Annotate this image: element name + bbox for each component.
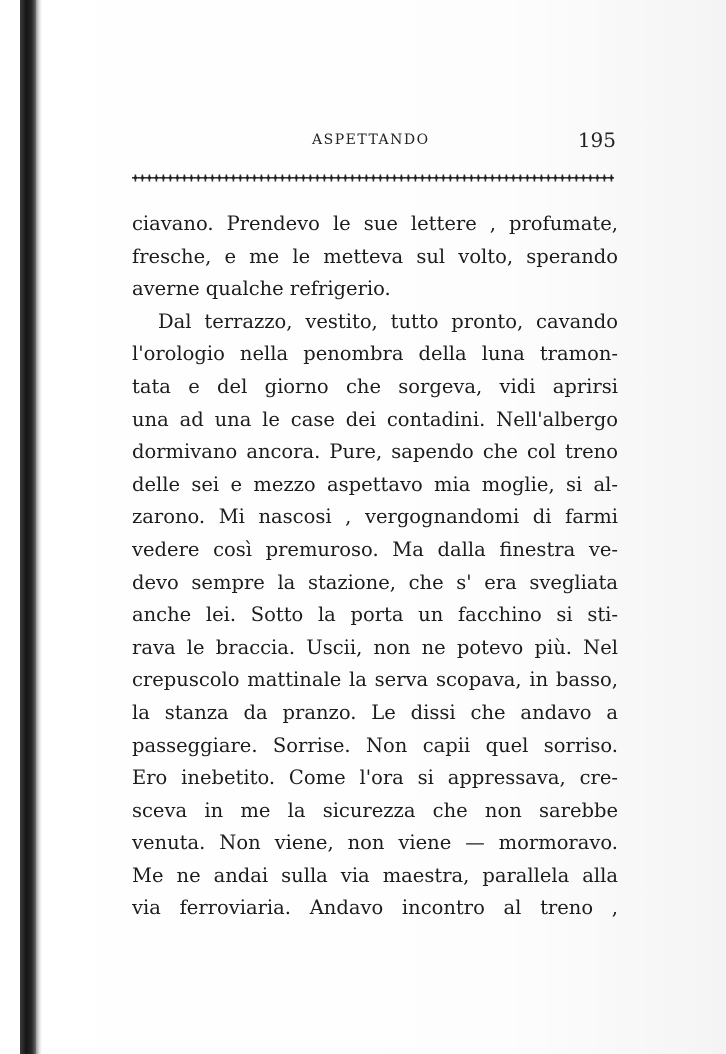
text-line: fresche, e me le metteva sul volto, sperando [132, 244, 618, 268]
text-line: via ferroviaria. Andavo incontro al treno , [132, 896, 618, 920]
ornament-pattern [132, 172, 614, 184]
text-line: vedere così premuroso. Ma dalla finestra ve- [132, 537, 618, 561]
text-line: sceva in me la sicurezza che non sarebbe [132, 798, 618, 822]
text-line: averne qualche refrigerio. [132, 277, 391, 301]
text-line: devo sempre la stazione, che s' era svegliata [132, 570, 618, 594]
text-line: crepuscolo mattinale la serva scopava, in basso, [132, 668, 618, 692]
running-title: ASPETTANDO [312, 132, 430, 148]
running-head [132, 128, 620, 154]
text-line: Dal terrazzo, vestito, tutto pronto, cavando [158, 309, 618, 333]
body-text [132, 208, 618, 925]
text-line: Me ne andai sulla via maestra, parallela alla [132, 863, 618, 887]
text-line: una ad una le case dei contadini. Nell'albergo [132, 407, 618, 431]
text-line: delle sei e mezzo aspettavo mia moglie, si al- [132, 472, 618, 496]
text-line: venuta. Non viene, non viene — mormoravo. [132, 831, 618, 855]
text-line: ciavano. Prendevo le sue lettere , profumate, [132, 212, 618, 235]
text-line: l'orologio nella penombra della luna tramon- [132, 342, 618, 366]
spine-shadow [36, 0, 42, 1054]
text-line: zarono. Mi nascosi , vergognandomi di farmi [132, 505, 618, 529]
book-spine-edge [20, 0, 36, 1054]
text-line: passeggiare. Sorrise. Non capii quel sorriso. [132, 733, 618, 757]
page-number: 195 [577, 128, 616, 152]
text-line: tata e del giorno che sorgeva, vidi aprirsi [132, 374, 618, 398]
text-line: dormivano ancora. Pure, sapendo che col treno [132, 440, 618, 464]
text-line: la stanza da pranzo. Le dissi che andavo a [132, 700, 618, 724]
text-line: anche lei. Sotto la porta un facchino si sti- [132, 603, 618, 627]
text-line: rava le braccia. Uscii, non ne potevo più. Nel [132, 635, 618, 659]
ornamental-rule [132, 172, 614, 184]
text-line: Ero inebetito. Come l'ora si appressava, cre- [132, 766, 618, 790]
